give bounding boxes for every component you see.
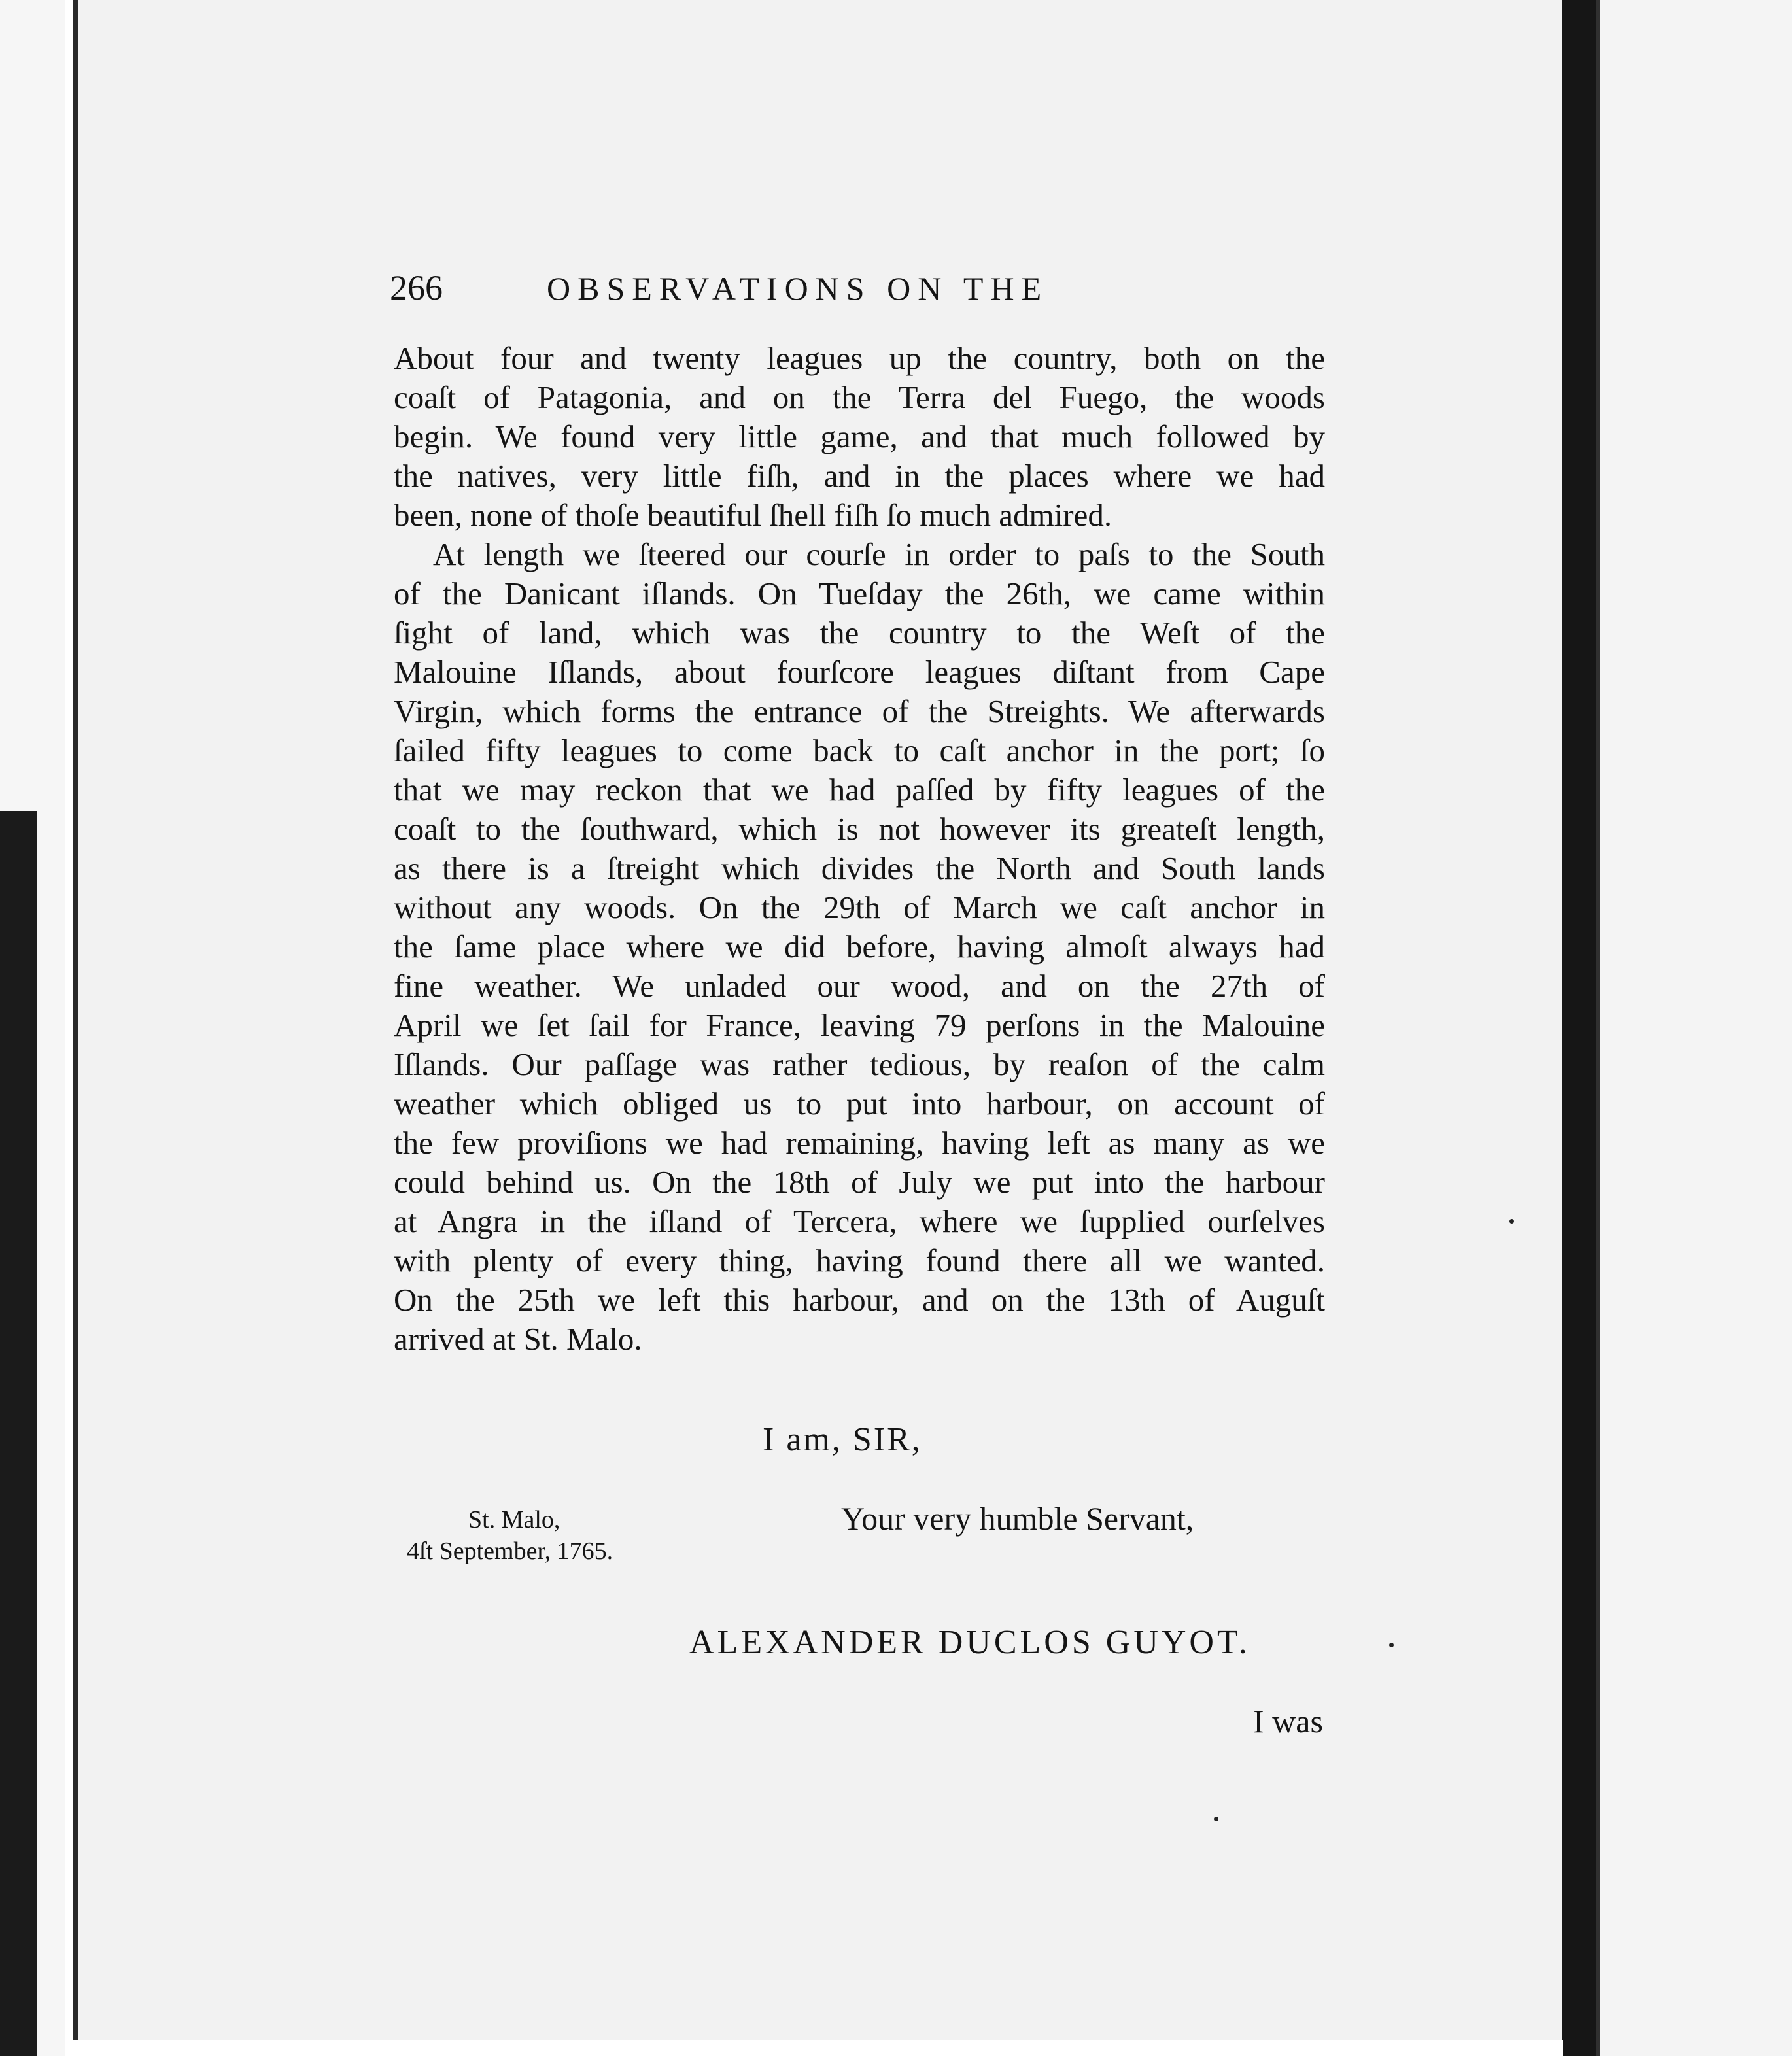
text-line: weather which obliged us to put into harbour, on account of [394, 1086, 1325, 1122]
body-text [394, 339, 1325, 1359]
ink-speck [1214, 1817, 1218, 1821]
text-line: On the 25th we left this harbour, and on the 13th of Auguſt [394, 1282, 1325, 1318]
text-line: ſailed fifty leagues to come back to caſt anchor in the port; ſo [394, 732, 1325, 768]
ink-speck [1509, 1219, 1514, 1224]
salutation: I am, SIR, [763, 1421, 922, 1458]
complimentary-close: Your very humble Servant, [841, 1500, 1194, 1537]
text-line: coaſt of Patagonia, and on the Terra del Fuego, the woods [394, 379, 1325, 415]
text-line: with plenty of every thing, having found there all we wanted. [394, 1242, 1325, 1278]
running-head [390, 267, 1175, 309]
text-line: arrived at St. Malo. [394, 1321, 642, 1357]
text-line: begin. We found very little game, and that much followed by [394, 419, 1325, 454]
text-line: About four and twenty leagues up the country, both on the [394, 340, 1325, 376]
text-line: coaſt to the ſouthward, which is not however its greateſt length, [394, 811, 1325, 847]
running-head-title: OBSERVATIONS ON THE [547, 270, 1049, 307]
book-gutter [1562, 0, 1596, 2056]
catchword: I was [1253, 1703, 1323, 1739]
paragraph-first-line: At length we ſteered our courſe in order to paſs to the South [433, 536, 1325, 572]
text-line: of the Danicant iſlands. On Tueſday the 26th, we came within [394, 575, 1325, 611]
scan-bottom-margin [73, 2040, 1563, 2056]
text-line: been, none of thoſe beautiful ſhell fiſh ſo much admired. [394, 497, 1112, 533]
text-line: Iſlands. Our paſſage was rather tedious, by reaſon of the calm [394, 1046, 1325, 1082]
text-line: could behind us. On the 18th of July we put into the harbour [394, 1164, 1325, 1200]
scan-dark-edge [0, 811, 37, 2056]
text-line: the natives, very little fiſh, and in the places where we had [394, 458, 1325, 494]
text-line: April we ſet ſail for France, leaving 79 perſons in the Malouine [394, 1007, 1325, 1043]
text-line: Virgin, which forms the entrance of the Streights. We afterwards [394, 693, 1325, 729]
page-number: 266 [390, 268, 443, 307]
letter-date: 4ſt September, 1765. [407, 1537, 613, 1565]
text-line: ſight of land, which was the country to the Weſt of the [394, 615, 1325, 651]
text-line: at Angra in the iſland of Tercera, where we ſupplied ourſelves [394, 1203, 1325, 1239]
text-line: as there is a ſtreight which divides the North and South lands [394, 850, 1325, 886]
ink-speck [1389, 1643, 1394, 1647]
facing-page-edge [1596, 0, 1792, 2056]
signature-name: ALEXANDER DUCLOS GUYOT. [689, 1624, 1250, 1661]
letter-place: St. Malo, [468, 1506, 560, 1533]
text-line: fine weather. We unladed our wood, and on the 27th of [394, 968, 1325, 1004]
text-line: the ſame place where we did before, having almoſt always had [394, 929, 1325, 965]
text-line: without any woods. On the 29th of March we caſt anchor in [394, 889, 1325, 925]
text-line: that we may reckon that we had paſſed by fifty leagues of the [394, 772, 1325, 808]
text-line: Malouine Iſlands, about fourſcore leagues diſtant from Cape [394, 654, 1325, 690]
text-line: the few proviſions we had remaining, having left as many as we [394, 1125, 1325, 1161]
